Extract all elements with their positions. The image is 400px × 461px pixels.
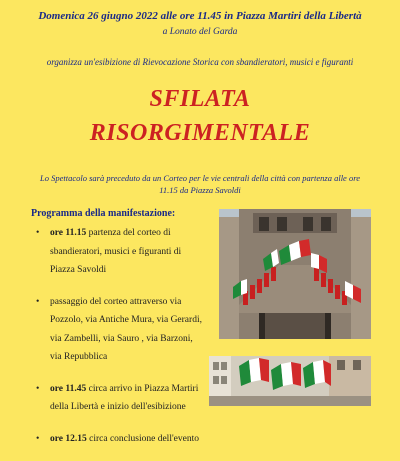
program-item (36, 380, 206, 417)
program-item (36, 224, 206, 280)
title-line-2: RISORGIMENTALE (89, 120, 311, 146)
program-item-text: partenza del corteo di sbandieratori, musici e figuranti di Piazza Savoldi (50, 228, 182, 275)
photo-flags-square (209, 356, 371, 406)
title-line-1: SFILATA (149, 86, 251, 112)
program-heading: Programma della manifestazione: (31, 208, 176, 219)
program-item-text: circa conclusione dell'evento (86, 433, 199, 444)
organizes-line: organizza un'esibizione di Rievocazione Storica con sbandieratori, musici e figuranti (46, 57, 354, 67)
photo-flag-bearers-tower (219, 209, 371, 339)
program-item (36, 430, 206, 449)
program-item-text: passaggio del corteo attraverso via Pozzolo, via Antiche Mura, via Gerardi, via Zambelli, via Sauro , via Barzoni, via Repubblica (50, 296, 202, 362)
program-item (36, 293, 206, 367)
place-line: a Lonato del Garda (162, 27, 238, 37)
program-list (36, 224, 206, 461)
program-item-time: ore 12.15 (50, 433, 87, 444)
intro-text: Lo Spettacolo sarà preceduto da un Corteo per le vie centrali della città con partenza alle ore 11.15 da Piazza Savoldi (40, 173, 360, 195)
program-item-time: ore 11.45 (50, 383, 87, 394)
date-line: Domenica 26 giugno 2022 alle ore 11.45 in Piazza Martiri della Libertà (38, 10, 362, 22)
program-item-time: ore 11.15 (50, 228, 87, 238)
program-item-text: circa arrivo in Piazza Martiri della Libertà e inizio dell'esibizione (50, 383, 199, 412)
